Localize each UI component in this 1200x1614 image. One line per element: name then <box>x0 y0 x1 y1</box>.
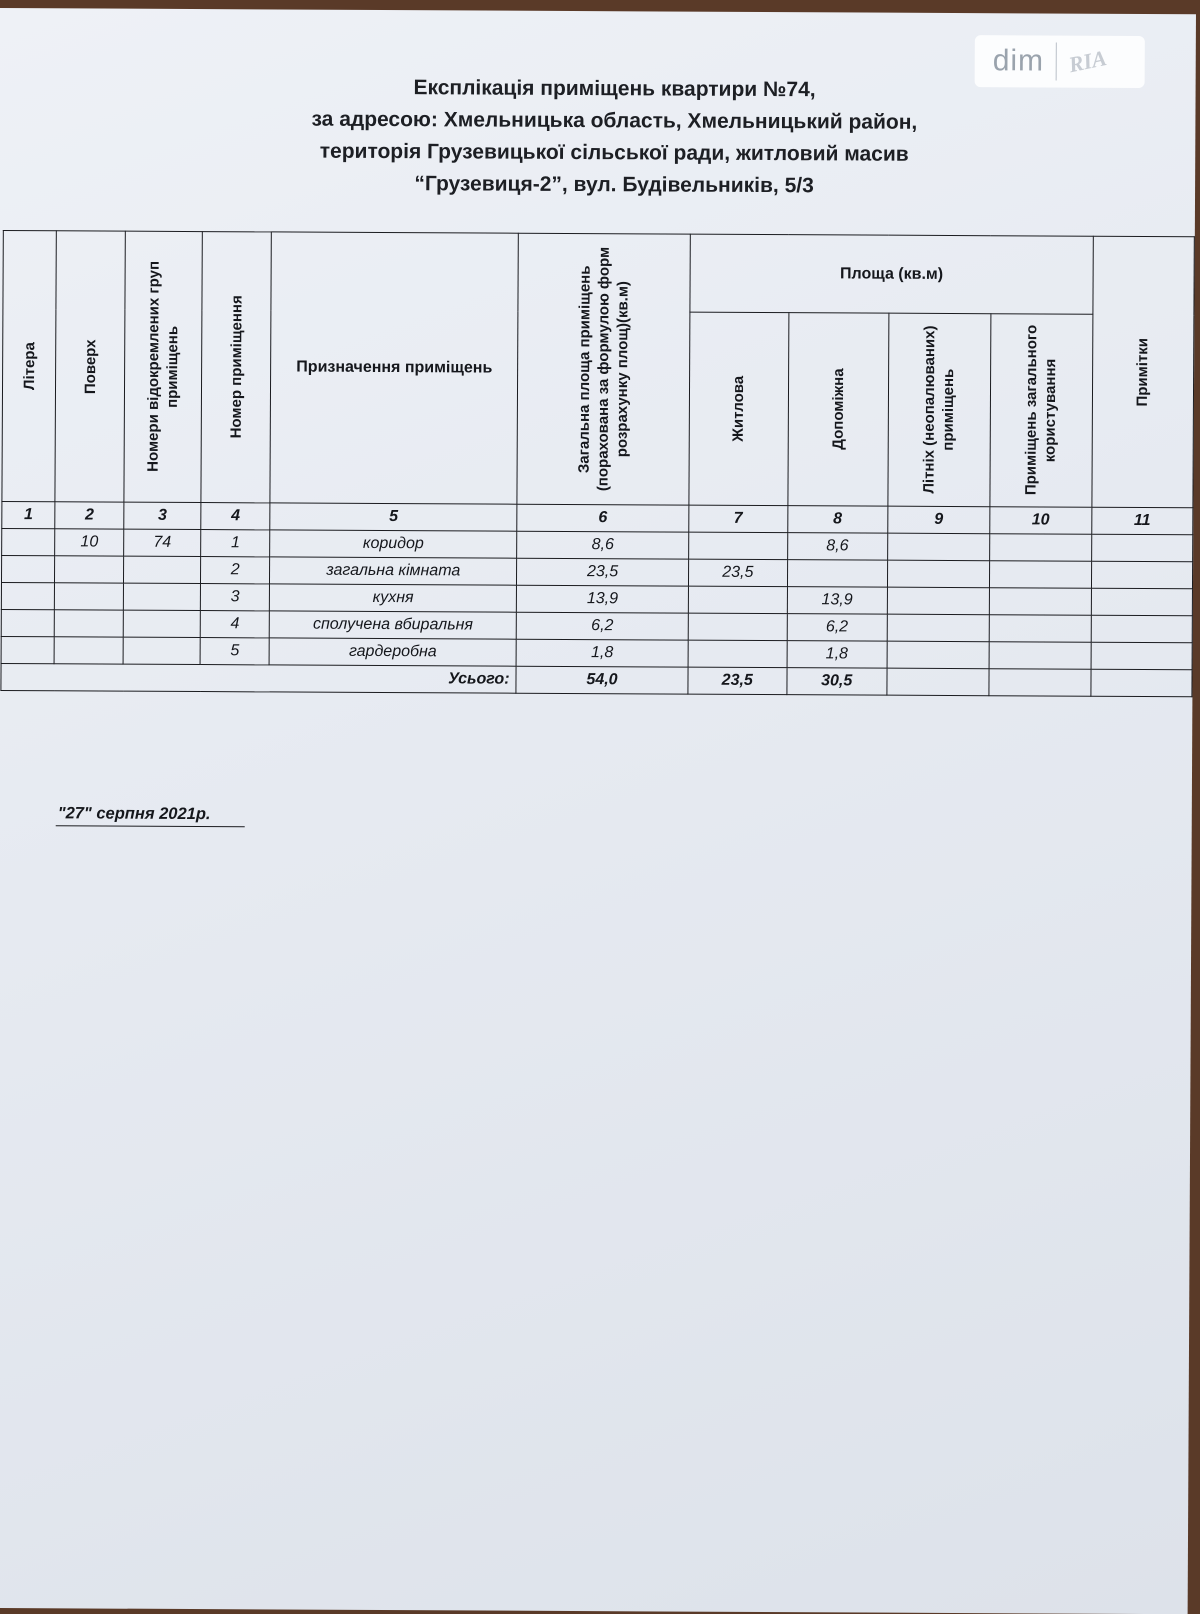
cell-total-area: 23,5 <box>517 558 689 586</box>
cell-living-area: 23,5 <box>689 559 788 587</box>
cell-living-area <box>689 532 788 560</box>
cell-aux-area <box>787 560 888 588</box>
column-number: 11 <box>1092 507 1193 535</box>
cell-summer-area <box>887 641 989 669</box>
column-number: 2 <box>55 502 124 529</box>
cell-living-area <box>688 586 787 614</box>
watermark-separator <box>1056 43 1057 81</box>
total-aux-sum: 30,5 <box>786 668 887 696</box>
title-line-2: за адресою: Хмельницька область, Хмельницький район, <box>311 107 918 134</box>
cell-purpose: сполучена вбиральня <box>270 611 517 639</box>
cell-total-area: 13,9 <box>516 585 688 613</box>
watermark-ria-text: RIA <box>1066 45 1110 78</box>
header-area-group: Площа (кв.м) <box>690 234 1093 314</box>
cell-total-area: 8,6 <box>517 531 689 559</box>
cell-living-area <box>688 640 787 668</box>
cell-room-number: 1 <box>201 530 270 557</box>
cell-litera <box>1 556 54 583</box>
total-label: Усього: <box>1 664 516 694</box>
cell-group <box>124 556 201 583</box>
cell-purpose: коридор <box>270 530 517 558</box>
header-living: Житлова <box>689 312 788 505</box>
cell-aux-area: 1,8 <box>787 641 888 669</box>
document-title <box>199 71 1030 203</box>
rooms-explication-table <box>0 230 1194 697</box>
cell-group: 74 <box>124 529 201 556</box>
table-header-row <box>3 231 1194 316</box>
cell-summer-area <box>887 614 989 642</box>
title-line-1: Експлікація приміщень квартири №74, <box>413 76 816 102</box>
header-notes: Примітки <box>1092 236 1195 508</box>
cell-floor <box>54 637 123 664</box>
cell-summer-area <box>888 533 990 561</box>
title-line-4: “Грузевиця-2”, вул. Будівельників, 5/3 <box>414 172 814 198</box>
total-living-sum: 23,5 <box>688 667 787 695</box>
cell-floor <box>55 583 124 610</box>
header-auxiliary: Допоміжна <box>787 313 888 506</box>
cell-litera <box>2 529 55 556</box>
column-number: 8 <box>787 506 888 534</box>
cell-notes <box>1091 588 1192 616</box>
cell-room-number: 3 <box>200 584 269 611</box>
cell-aux-area: 13,9 <box>787 587 888 615</box>
total-area-sum: 54,0 <box>516 666 688 694</box>
header-purpose: Призначення приміщень <box>270 232 518 504</box>
cell-litera <box>1 583 54 610</box>
document-page <box>0 8 1196 1614</box>
cell-total-area: 6,2 <box>516 612 688 640</box>
cell-summer-area <box>887 560 989 588</box>
total-notes <box>1091 669 1192 697</box>
cell-litera <box>1 610 54 637</box>
header-litera: Літера <box>2 231 57 502</box>
cell-group <box>123 637 200 664</box>
column-number: 4 <box>201 503 270 530</box>
cell-common-area <box>989 561 1091 589</box>
column-number: 7 <box>689 505 788 533</box>
cell-notes <box>1091 615 1192 643</box>
watermark-dim-text: dim <box>992 44 1045 78</box>
cell-common-area <box>989 642 1091 670</box>
cell-floor <box>55 556 124 583</box>
table-total-row <box>1 664 1192 697</box>
cell-room-number: 2 <box>201 557 270 584</box>
cell-purpose: загальна кімната <box>270 557 517 585</box>
cell-purpose: гардеробна <box>269 638 516 666</box>
cell-room-number: 4 <box>200 611 269 638</box>
header-total-area: Загальна площа приміщень (порахована за формулою форм розрахунку площ)(кв.м) <box>517 233 690 505</box>
column-number: 1 <box>2 502 55 529</box>
cell-group <box>123 610 200 637</box>
title-line-3: територія Грузевицької сільської ради, житловий масив <box>319 139 909 166</box>
cell-notes <box>1091 561 1192 589</box>
column-number: 10 <box>990 507 1092 535</box>
cell-notes <box>1091 642 1192 670</box>
header-room-number: Номер приміщення <box>201 232 272 503</box>
total-common-sum <box>989 669 1091 697</box>
cell-common-area <box>989 588 1091 616</box>
header-common: Приміщень загального користування <box>990 314 1093 507</box>
column-number: 5 <box>270 503 517 531</box>
header-summer: Літніх (неопалюваних) приміщень <box>888 313 991 506</box>
cell-common-area <box>989 615 1091 643</box>
cell-aux-area: 6,2 <box>787 614 888 642</box>
column-number: 6 <box>517 504 689 532</box>
column-number: 9 <box>888 506 990 534</box>
cell-group <box>123 583 200 610</box>
cell-floor <box>54 610 123 637</box>
header-groups: Номери відокремлених груп приміщень <box>124 231 202 502</box>
cell-room-number: 5 <box>200 638 269 665</box>
column-number: 3 <box>124 502 201 529</box>
cell-litera <box>1 637 54 664</box>
cell-living-area <box>688 613 787 641</box>
cell-floor: 10 <box>55 529 124 556</box>
document-date: "27" серпня 2021р. <box>56 804 245 827</box>
cell-purpose: кухня <box>270 584 517 612</box>
cell-total-area: 1,8 <box>516 639 688 667</box>
cell-aux-area: 8,6 <box>787 533 888 561</box>
cell-summer-area <box>887 587 989 615</box>
cell-common-area <box>989 534 1091 562</box>
total-summer-sum <box>887 668 989 696</box>
header-floor: Поверх <box>55 231 125 502</box>
cell-notes <box>1091 534 1192 562</box>
